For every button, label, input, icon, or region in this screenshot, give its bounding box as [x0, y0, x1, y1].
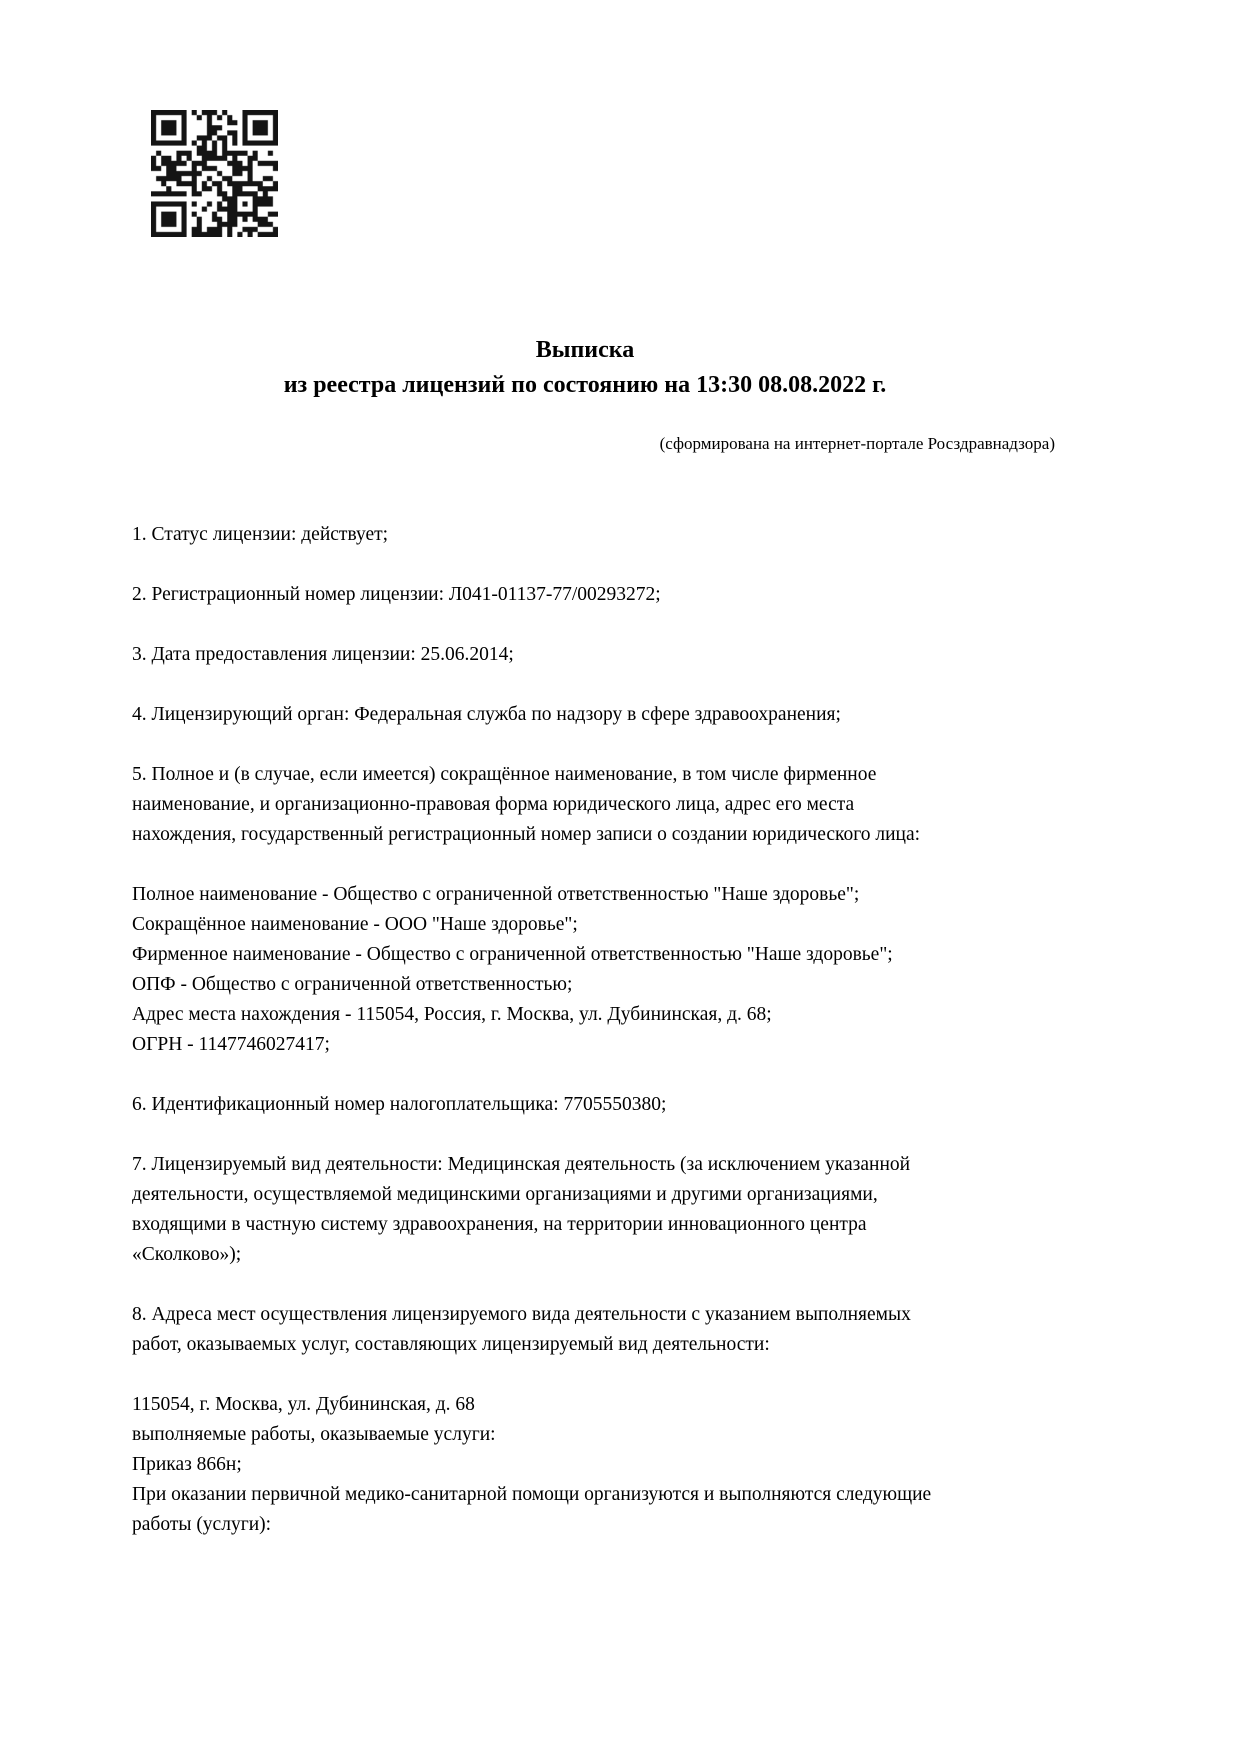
document-subtitle: (сформирована на интернет-портале Росздравнадзора): [659, 434, 1055, 453]
text-line: 6. Идентификационный номер налогоплательщика: 7705550380;: [132, 1094, 667, 1115]
text-line: ОГРН - 1147746027417;: [132, 1034, 330, 1055]
text-line: Сокращённое наименование - ООО "Наше здоровье";: [132, 914, 578, 935]
para-licensing-authority: [132, 700, 1122, 730]
text-line: Адрес места нахождения - 115054, Россия, г. Москва, ул. Дубининская, д. 68;: [132, 1004, 772, 1025]
text-line: «Сколково»);: [132, 1244, 242, 1265]
text-line: При оказании первичной медико-санитарной помощи организуются и выполняются следующие: [132, 1484, 932, 1505]
text-line: Полное наименование - Общество с ограниченной ответственностью "Наше здоровье";: [132, 884, 860, 905]
text-line: 4. Лицензирующий орган: Федеральная служба по надзору в сфере здравоохранения;: [132, 704, 841, 725]
para-licensed-activity: [132, 1150, 1122, 1270]
text-line: работы (услуги):: [132, 1514, 272, 1535]
para-registration-number: [132, 580, 1122, 610]
para-taxpayer-number: [132, 1090, 1122, 1120]
text-line: выполняемые работы, оказываемые услуги:: [132, 1424, 496, 1445]
text-line: наименование, и организационно-правовая форма юридического лица, адрес его места: [132, 794, 855, 815]
para-address-works-services: [132, 1390, 1122, 1540]
text-line: работ, оказываемых услуг, составляющих лицензируемый вид деятельности:: [132, 1334, 770, 1355]
text-line: деятельности, осуществляемой медицинскими организациями и другими организациями,: [132, 1184, 878, 1205]
para-activity-addresses-intro: [132, 1300, 1122, 1360]
text-line: 1. Статус лицензии: действует;: [132, 524, 389, 545]
text-line: нахождения, государственный регистрационный номер записи о создании юридического лица:: [132, 824, 921, 845]
text-line: Фирменное наименование - Общество с ограниченной ответственностью "Наше здоровье";: [132, 944, 893, 965]
qr-code-icon: [151, 110, 278, 237]
text-line: 5. Полное и (в случае, если имеется) сокращённое наименование, в том числе фирменное: [132, 764, 877, 785]
para-grant-date: [132, 640, 1122, 670]
text-line: 115054, г. Москва, ул. Дубининская, д. 68: [132, 1394, 475, 1415]
text-line: 7. Лицензируемый вид деятельности: Медицинская деятельность (за исключением указанной: [132, 1154, 911, 1175]
text-line: 2. Регистрационный номер лицензии: Л041-01137-77/00293272;: [132, 584, 661, 605]
document-body: [132, 520, 1122, 1570]
para-organization-details: [132, 880, 1122, 1060]
text-line: ОПФ - Общество с ограниченной ответственностью;: [132, 974, 573, 995]
para-name-legal-form-intro: [132, 760, 1122, 850]
para-license-status: [132, 520, 1122, 550]
title-line-1: Выписка: [535, 337, 635, 363]
text-line: 8. Адреса мест осуществления лицензируемого вида деятельности с указанием выполняемых: [132, 1304, 911, 1325]
document-title: [130, 333, 1040, 403]
text-line: 3. Дата предоставления лицензии: 25.06.2014;: [132, 644, 514, 665]
text-line: Приказ 866н;: [132, 1454, 242, 1475]
text-line: входящими в частную систему здравоохранения, на территории инновационного центра: [132, 1214, 867, 1235]
title-line-2: из реестра лицензий по состоянию на 13:30 08.08.2022 г.: [283, 372, 887, 398]
